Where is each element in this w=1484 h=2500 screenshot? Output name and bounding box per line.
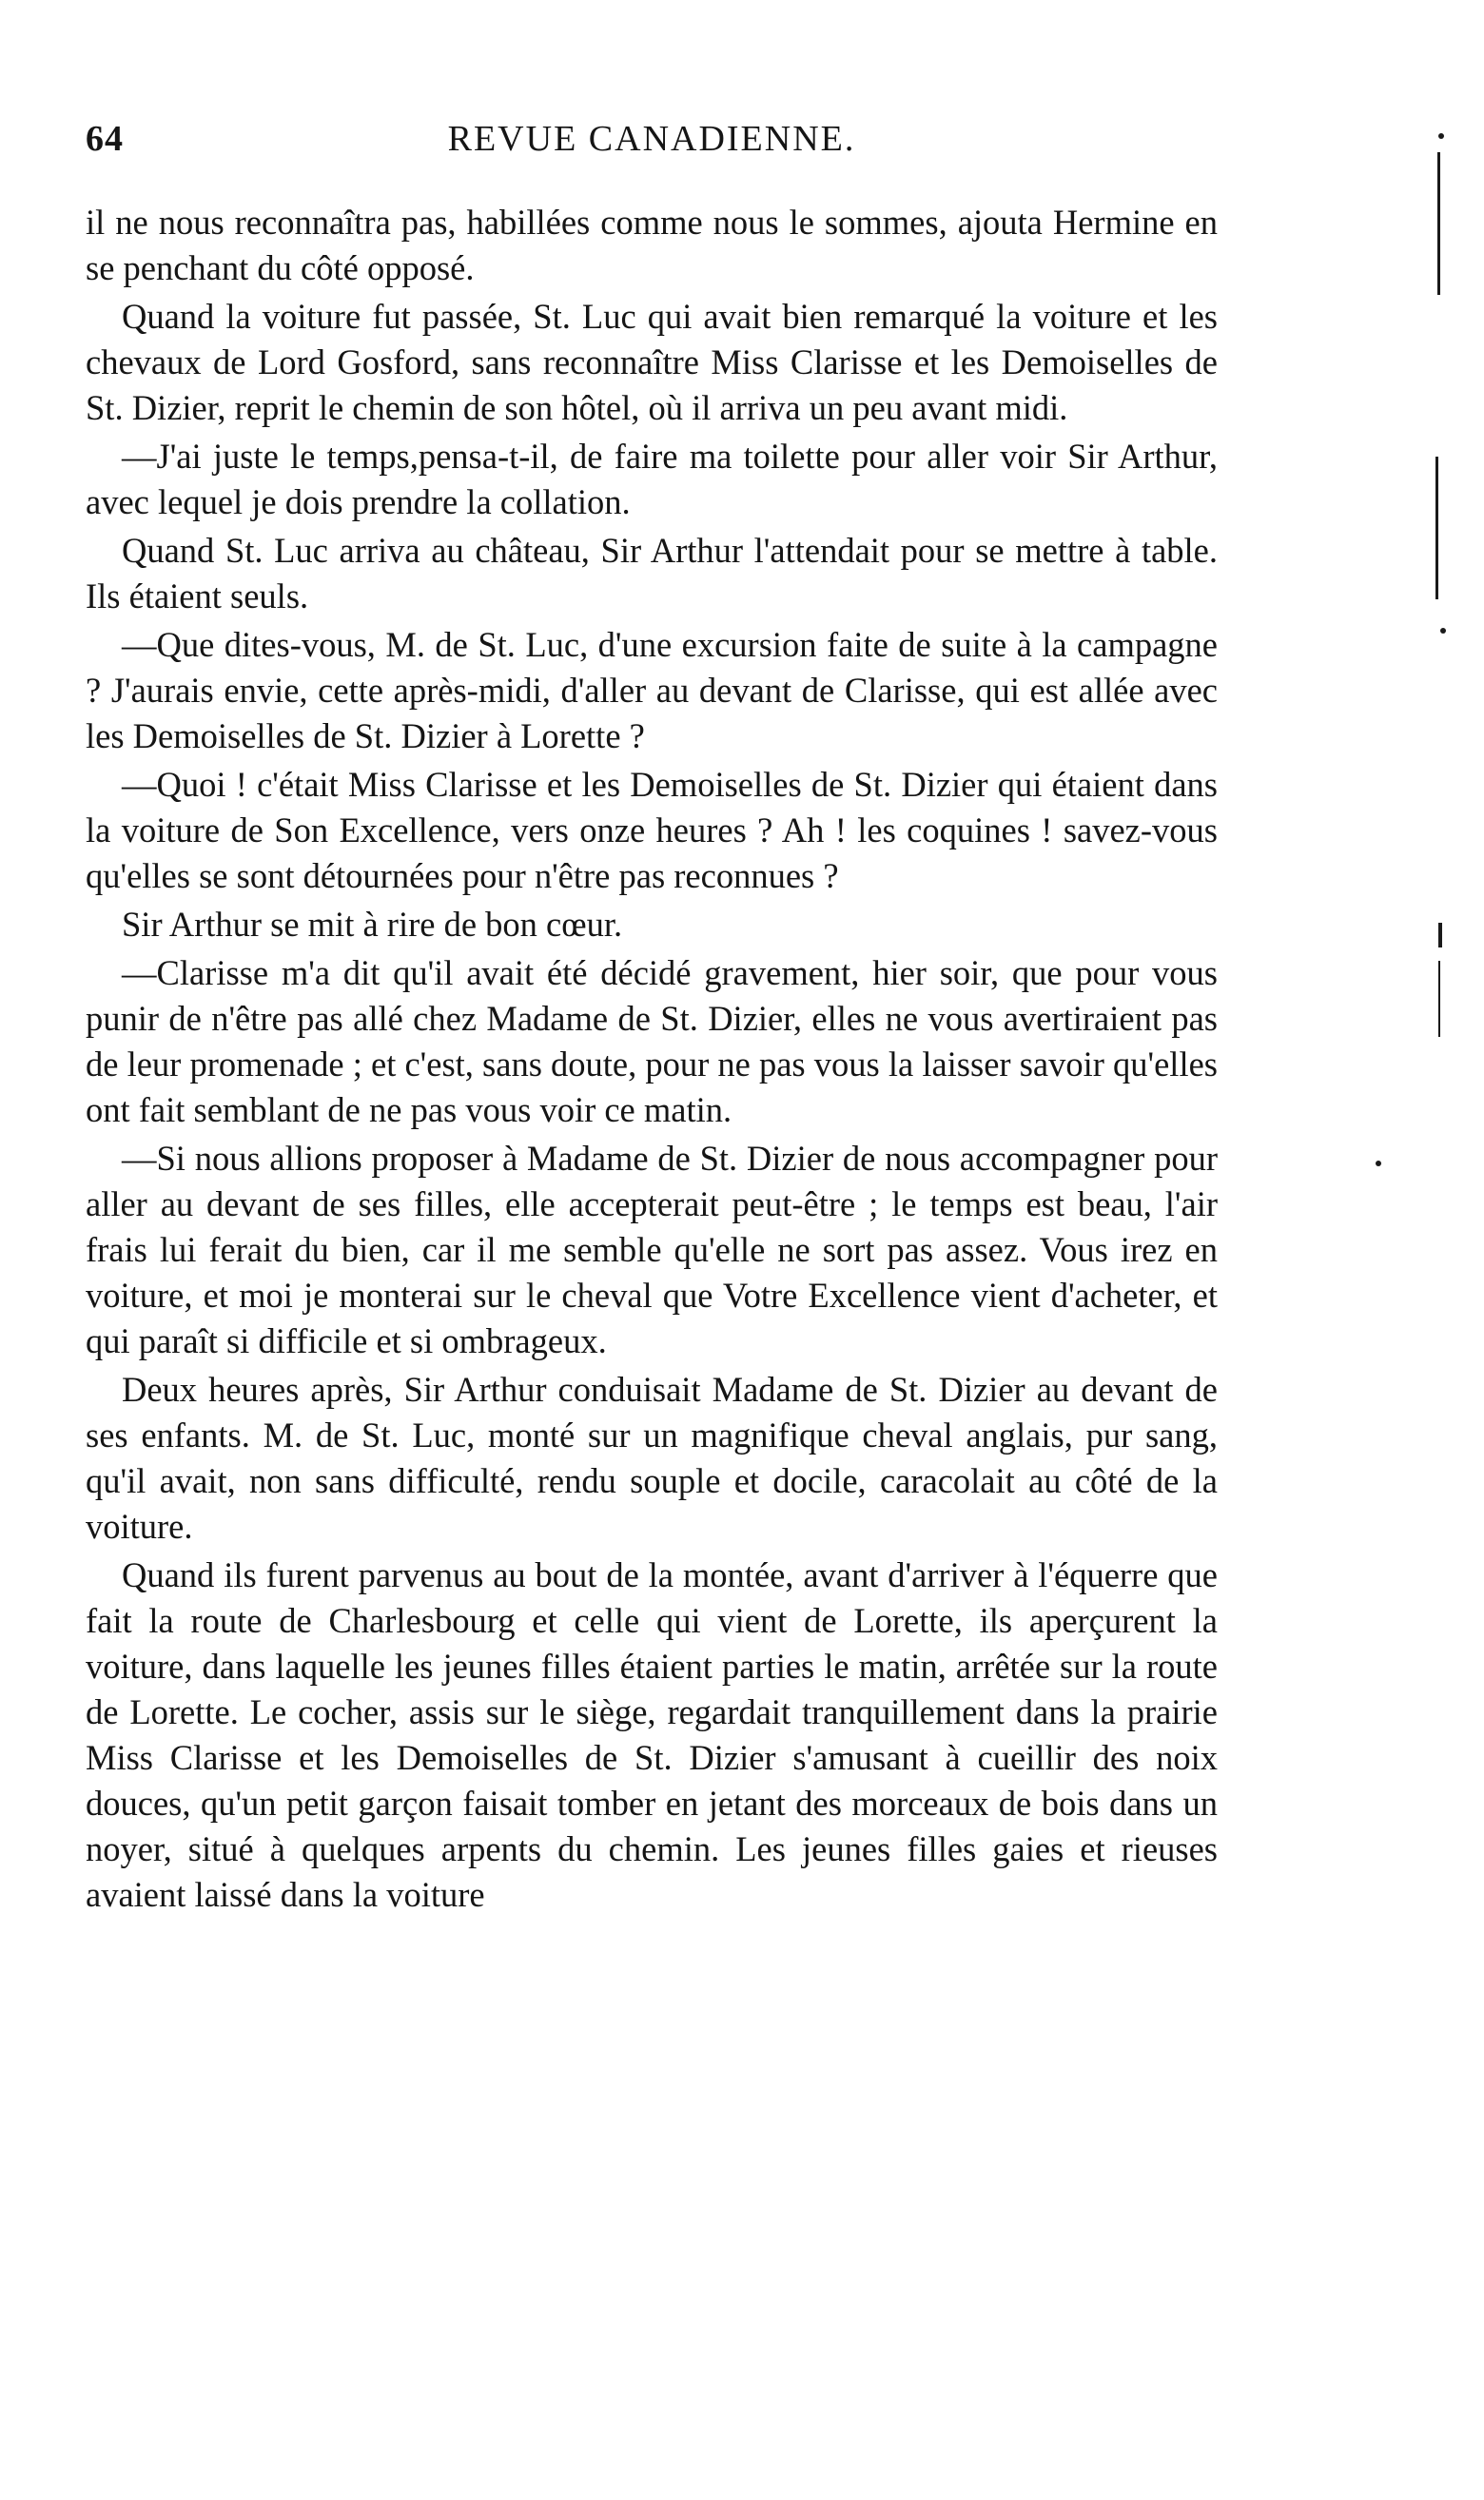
paragraph: Quand la voiture fut passée, St. Luc qui avait bien remarqué la voiture et les chevaux de Lord Gosford, sans reconnaître Miss Clarisse et les Demoiselles de St. Dizier, reprit le chemin de son hôtel, où il arriva un peu avant midi. <box>86 297 1218 427</box>
margin-scan-line <box>1437 152 1440 295</box>
running-head <box>86 118 1218 167</box>
paragraph: —Clarisse m'a dit qu'il avait été décidé gravement, hier soir, que pour vous punir de n'être pas allé chez Madame de St. Dizier, elles ne vous avertiraient pas de leur promenade ; et c'est, sans doute, pour ne pas vous la laisser savoir qu'elles ont fait semblant de ne pas vous voir ce matin. <box>86 953 1218 1129</box>
body-text <box>86 200 1218 1921</box>
page-number: 64 <box>86 119 124 159</box>
margin-scan-line <box>1438 923 1442 947</box>
paragraph: Deux heures après, Sir Arthur conduisait Madame de St. Dizier au devant de ses enfants. M. de St. Luc, monté sur un magnifique cheval anglais, pur sang, qu'il avait, non sans difficulté, rendu souple et docile, caracolait au côté de la voiture. <box>86 1370 1218 1546</box>
paragraph: Quand St. Luc arriva au château, Sir Arthur l'attendait pour se mettre à table. Ils étaient seuls. <box>86 531 1218 615</box>
paragraph: il ne nous reconnaîtra pas, habillées comme nous le sommes, ajouta Hermine en se penchant du côté opposé. <box>86 203 1218 287</box>
paragraph: Sir Arthur se mit à rire de bon cœur. <box>122 905 623 944</box>
journal-title: REVUE CANADIENNE. <box>447 119 856 159</box>
margin-speck <box>1440 628 1446 634</box>
paragraph: —Quoi ! c'était Miss Clarisse et les Demoiselles de St. Dizier qui étaient dans la voiture de Son Excellence, vers onze heures ? Ah ! les coquines ! savez-vous qu'elles se sont détournées pour n'être pas reconnues ? <box>86 765 1218 895</box>
margin-scan-line <box>1438 961 1440 1037</box>
margin-speck <box>1438 133 1444 139</box>
margin-scan-line <box>1435 457 1438 599</box>
margin-speck <box>1376 1161 1381 1166</box>
paragraph: —Que dites-vous, M. de St. Luc, d'une excursion faite de suite à la campagne ? J'aurais envie, cette après-midi, d'aller au devant de Clarisse, qui est allée avec les Demoiselles de St. Dizier à Lorette ? <box>86 625 1218 755</box>
paragraph: Quand ils furent parvenus au bout de la montée, avant d'arriver à l'équerre que fait la route de Charlesbourg et celle qui vient de Lorette, ils aperçurent la voiture, dans laquelle les jeunes filles étaient parties le matin, arrêtée sur la route de Lorette. Le cocher, assis sur le siège, regardait tranquillement dans la prairie Miss Clarisse et les Demoiselles de St. Dizier s'amusant à cueillir des noix douces, qu'un petit garçon faisait tomber en jetant des morceaux de bois dans un noyer, situé à quelques arpents du chemin. Les jeunes filles gaies et rieuses avaient laissé dans la voiture <box>86 1555 1218 1914</box>
paragraph: —J'ai juste le temps,pensa-t-il, de faire ma toilette pour aller voir Sir Arthur, avec lequel je dois prendre la collation. <box>86 437 1218 521</box>
paragraph: —Si nous allions proposer à Madame de St. Dizier de nous accompagner pour aller au devant de ses filles, elle accepterait peut-être ; le temps est beau, l'air frais lui ferait du bien, car il me semble qu'elle ne sort pas assez. Vous irez en voiture, et moi je monterai sur le cheval que Votre Excellence vient d'acheter, et qui paraît si difficile et si ombrageux. <box>86 1139 1218 1360</box>
